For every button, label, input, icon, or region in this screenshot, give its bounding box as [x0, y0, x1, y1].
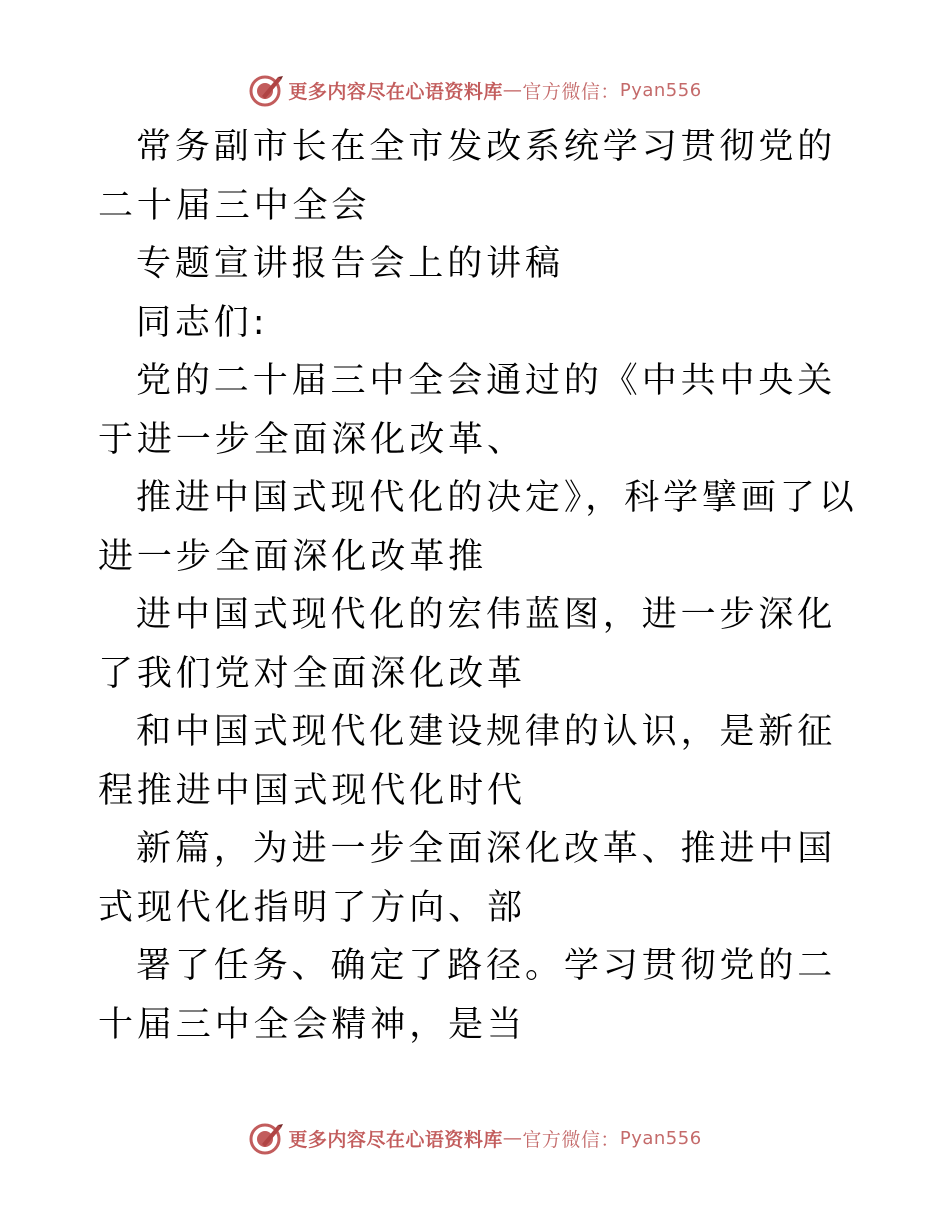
salutation: 同志们:	[136, 302, 269, 343]
document-title: 常务副市长在全市发改系统学习贯彻党的二十届三中全会	[98, 127, 837, 226]
footer-watermark	[0, 1118, 950, 1158]
header-watermark	[0, 70, 950, 110]
body-paragraph: 进中国式现代化的宏伟蓝图，进一步深化了我们党对全面深化改革	[98, 595, 837, 694]
watermark-wechat-id: Pyan556	[619, 79, 702, 101]
pen-logo-icon	[248, 1120, 284, 1156]
watermark-dash: —	[502, 79, 523, 101]
body-paragraph: 新篇，为进一步全面深化改革、推进中国式现代化指明了方向、部	[98, 829, 837, 928]
body-paragraph: 和中国式现代化建设规律的认识，是新征程推进中国式现代化时代	[98, 712, 837, 811]
body-paragraph: 党的二十届三中全会通过的《中共中央关于进一步全面深化改革、	[98, 361, 837, 460]
watermark-wechat-id: Pyan556	[619, 1127, 702, 1149]
watermark-brand-text: 更多内容尽在心语资料库	[288, 80, 503, 103]
watermark-wechat-label: 官方微信：	[522, 1128, 620, 1151]
pen-logo-icon	[248, 72, 284, 108]
document-body	[98, 118, 858, 1054]
watermark-brand-text: 更多内容尽在心语资料库	[288, 1128, 503, 1151]
body-paragraph: 署了任务、确定了路径。学习贯彻党的二十届三中全会精神，是当	[98, 946, 837, 1045]
watermark-wechat-label: 官方微信：	[522, 80, 620, 103]
body-paragraph: 推进中国式现代化的决定》，科学擘画了以进一步全面深化改革推	[98, 478, 858, 577]
watermark-dash: —	[502, 1127, 523, 1149]
document-subtitle: 专题宣讲报告会上的讲稿	[136, 244, 564, 284]
